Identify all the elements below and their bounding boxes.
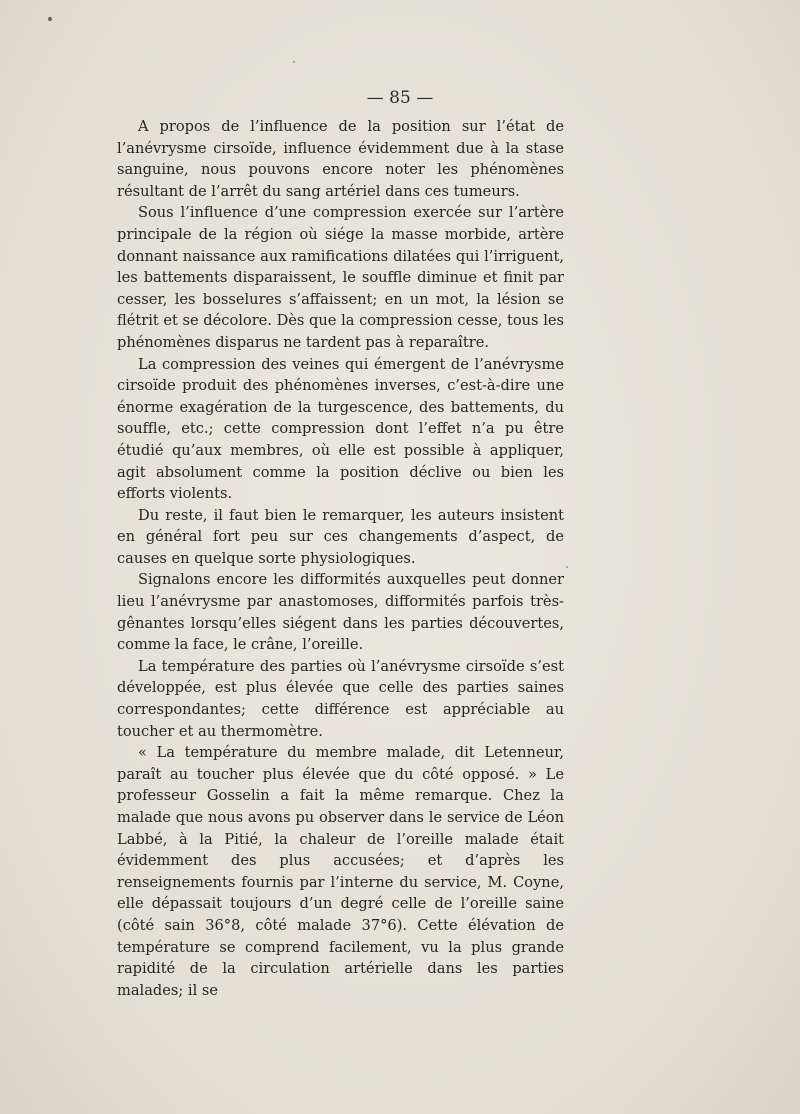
page-number: — 85 — [366,88,434,108]
paragraph: Du reste, il faut bien le remarquer, les auteurs insistent en général fort peu sur ces changements d’aspect, de causes en quelque sorte physiologiques. [117,506,564,567]
paper-speck [293,61,295,63]
paper-speck [48,17,52,21]
paragraph: « La température du membre malade, dit Letenneur, paraît au toucher plus élevée que du côté opposé. » Le professeur Gosselin a fait la même remarque. Chez la malade que nous avons pu observer dans le service de Léon Labbé, à la Pitié, la chaleur de l’oreille malade était évidemment des plus accusées; et d’après les renseignements fournis par l’interne du service, M. Coyne, elle dépassait toujours d’un degré celle de l’oreille saine (côté sain 36°8, côté malade 37°6). Cette élévation de température se comprend facilement, vu la plus grande rapidité de la circulation artérielle dans les parties malades; il se [117,744,564,999]
paper-speck [566,566,568,568]
paragraph: La température des parties où l’anévrysme cirsoïde s’est développée, est plus élevée que celle des parties saines correspondantes; cette différence est appréciable au toucher et au thermomètre. [117,657,564,740]
paragraph: Sous l’influence d’une compression exercée sur l’artère principale de la région où siége la masse morbide, artère donnant naissance aux ramifications dilatées qui l’irriguent, les battements disparaissent, le souffle diminue et finit par cesser, les bosselures s’affaissent; en un mot, la lésion se flétrit et se décolore. Dès que la compression cesse, tous les phénomènes disparus ne tardent pas à reparaître. [117,204,564,351]
paragraph: La compression des veines qui émergent de l’anévrysme cirsoïde produit des phénomènes inverses, c’est-à-dire une énorme exagération de la turgescence, des battements, du souffle, etc.; cette compression dont l’effet n’a pu être étudié qu’aux membres, où elle est possible à appliquer, agit absolument comme la position déclive ou bien les efforts violents. [117,355,564,503]
body-text [117,116,564,1001]
paragraph: Signalons encore les difformités auxquelles peut donner lieu l’anévrysme par anastomoses, difformités parfois très-gênantes lorsqu’elles siégent dans les parties découvertes, comme la face, le crâne, l’oreille. [117,571,564,654]
paragraph: A propos de l’influence de la position sur l’état de l’anévrysme cirsoïde, influence évidemment due à la stase sanguine, nous pouvons encore noter les phénomènes résultant de l’arrêt du sang artériel dans ces tumeurs. [117,118,564,200]
